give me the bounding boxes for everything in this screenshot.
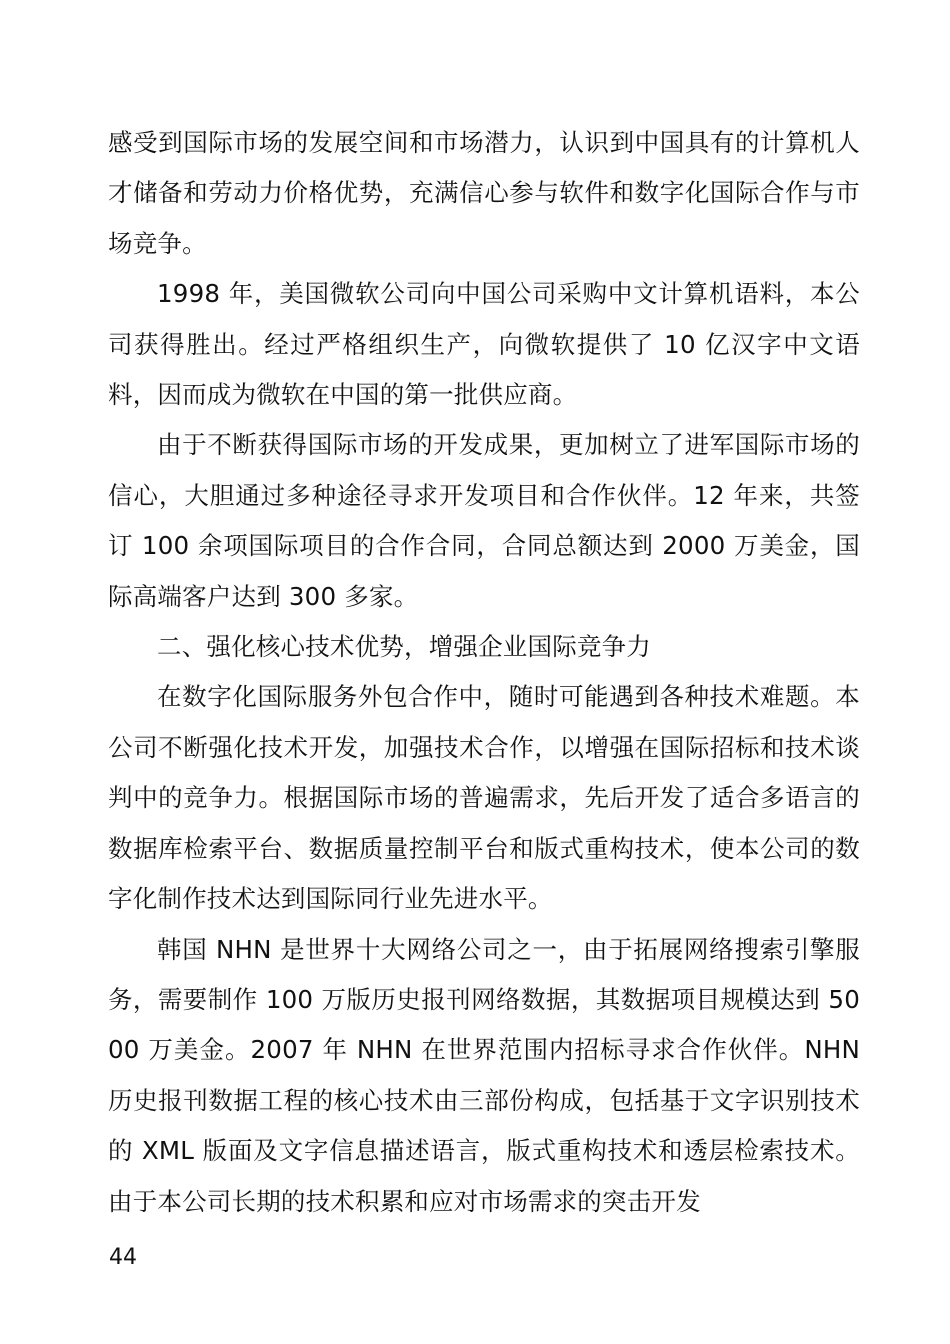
paragraph-3: 由于不断获得国际市场的开发成果，更加树立了进军国际市场的信心，大胆通过多种途径寻求开发项目和合作伙伴。12 年来，共签订 100 余项国际项目的合作合同，合同总额达到 2000 万美金，国际高端客户达到 300 多家。 [108, 430, 860, 611]
paragraph-5: 韩国 NHN 是世界十大网络公司之一，由于拓展网络搜索引擎服务，需要制作 100 万版历史报刊网络数据，其数据项目规模达到 5000 万美金。2007 年 NHN 在世界范围内招标寻求合作伙伴。NHN 历史报刊数据工程的核心技术由三部份构成，包括基于文字识别技术的 XML 版面及文字信息描述语言，版式重构技术和透层检索技术。由于本公司长期的技术积累和应对市场需求的突击开发 [108, 934, 860, 1216]
paragraph-4: 在数字化国际服务外包合作中，随时可能遇到各种技术难题。本公司不断强化技术开发，加强技术合作，以增强在国际招标和技术谈判中的竞争力。根据国际市场的普遍需求，先后开发了适合多语言的数据库检索平台、数据质量控制平台和版式重构技术，使本公司的数字化制作技术达到国际同行业先进水平。 [108, 682, 860, 914]
paragraph-2: 1998 年，美国微软公司向中国公司采购中文计算机语料，本公司获得胜出。经过严格组织生产，向微软提供了 10 亿汉字中文语料，因而成为微软在中国的第一批供应商。 [108, 279, 860, 410]
section-heading: 二、强化核心技术优势，增强企业国际竞争力 [157, 632, 651, 662]
paragraph-1: 感受到国际市场的发展空间和市场潜力，认识到中国具有的计算机人才储备和劳动力价格优势，充满信心参与软件和数字化国际合作与市场竞争。 [108, 128, 860, 258]
page-number: 44 [109, 1245, 137, 1270]
body-text [108, 118, 860, 1227]
